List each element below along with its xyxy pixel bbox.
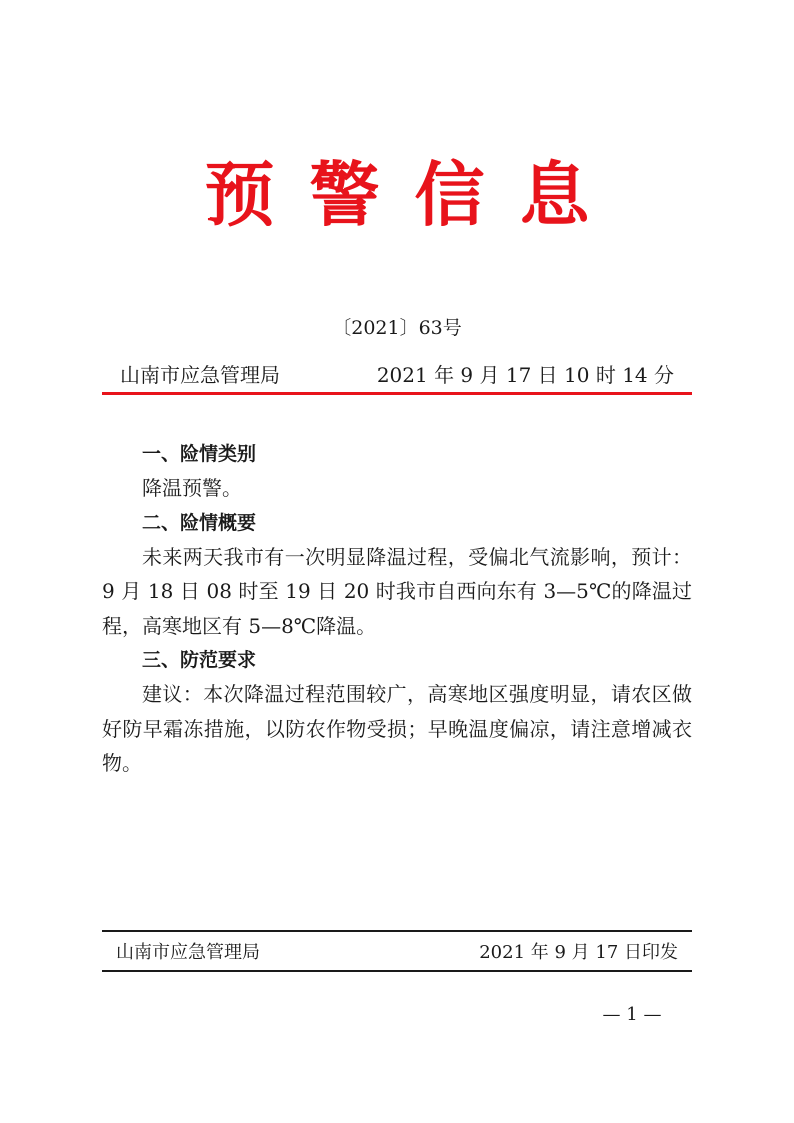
page-number: — 1 — bbox=[602, 1004, 662, 1025]
section-heading-prevention: 三、防范要求 bbox=[142, 649, 257, 671]
document-number: 〔2021〕63号 bbox=[332, 317, 462, 339]
footer-row bbox=[102, 939, 692, 967]
footer-issuer: 山南市应急管理局 bbox=[116, 942, 260, 963]
footer-top-rule bbox=[102, 930, 692, 932]
footer-print-date: 2021 年 9 月 17 日印发 bbox=[479, 942, 678, 963]
section-text-risk-summary: 未来两天我市有一次明显降温过程，受偏北气流影响，预计：9 月 18 日 08 时至 19 日 20 时我市自西向东有 3—5℃的降温过程，高寒地区有 5—8℃降温。 bbox=[102, 544, 692, 638]
section-text-risk-type: 降温预警。 bbox=[142, 476, 242, 500]
red-separator-line bbox=[102, 392, 692, 395]
section-text-prevention: 建议：本次降温过程范围较广，高寒地区强度明显，请农区做好防早霜冻措施，以防农作物受损；早晚温度偏凉，请注意增减衣物。 bbox=[102, 682, 692, 775]
issuer-row bbox=[102, 360, 692, 390]
section-heading-risk-summary: 二、险情概要 bbox=[142, 511, 257, 534]
document-body bbox=[102, 437, 692, 781]
issuer-name: 山南市应急管理局 bbox=[120, 363, 280, 387]
document-title: 预警信息 bbox=[204, 153, 625, 236]
section-heading-risk-type: 一、险情类别 bbox=[142, 443, 257, 465]
issue-time: 2021 年 9 月 17 日 10 时 14 分 bbox=[376, 363, 674, 387]
footer-bottom-rule bbox=[102, 970, 692, 972]
